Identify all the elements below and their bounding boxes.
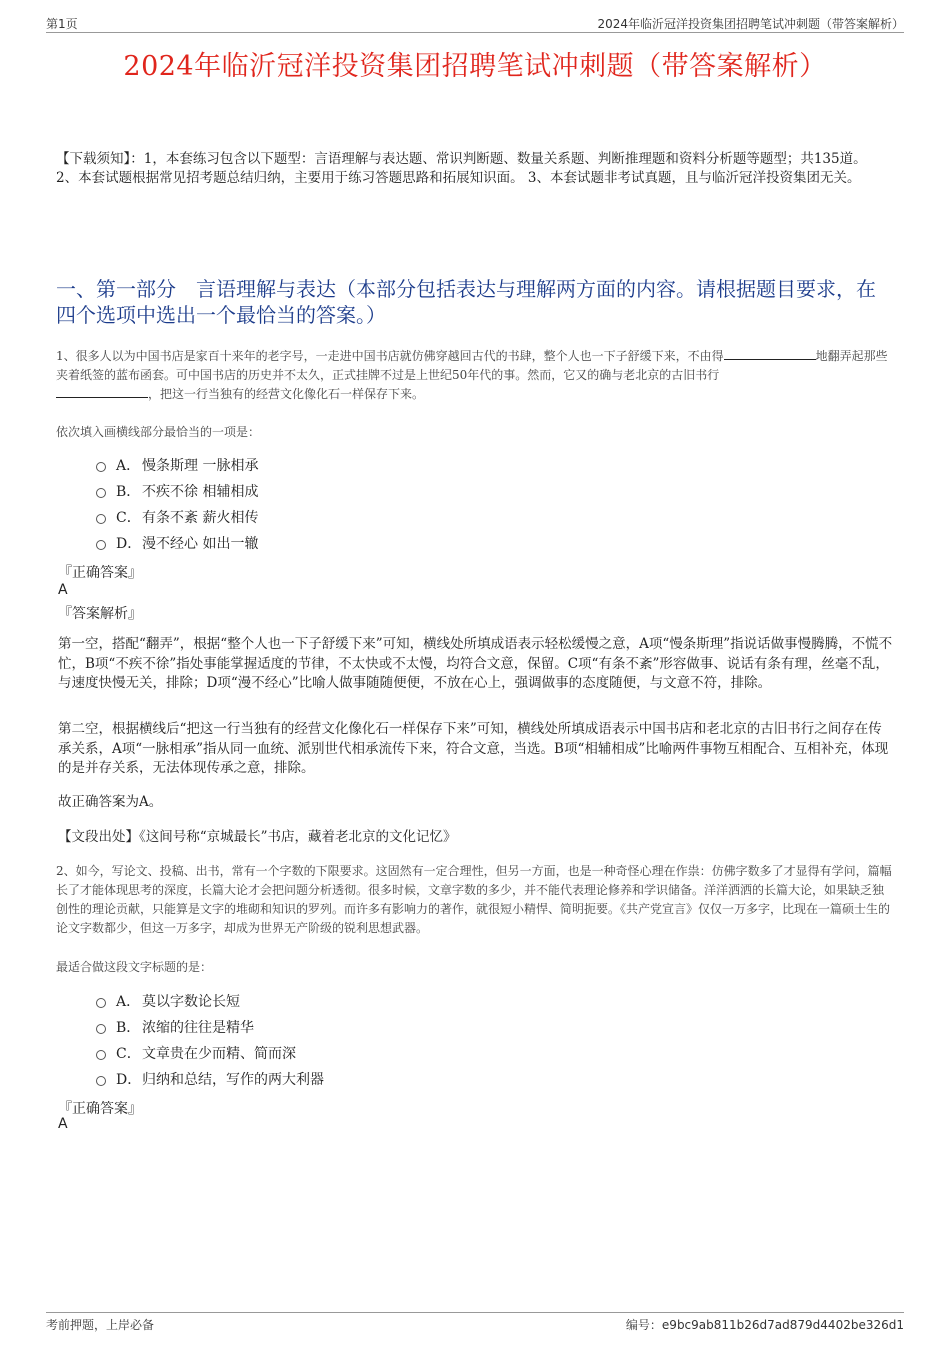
download-notice: 【下载须知】：1，本套练习包含以下题型：言语理解与表达题、常识判断题、数量关系题、判断推理题和资料分析题等题型；共135道。 2、本套试题根据常见招考题总结归纳，主要用于练习答题思路和拓展知识面。 3、本套试题非考试真题，且与临沂冠洋投资集团无关。 [56,151,867,186]
radio-icon[interactable] [96,1050,106,1060]
radio-icon[interactable] [96,462,106,472]
option-d[interactable]: D． 漫不经心 如出一辙 [96,530,436,556]
radio-icon[interactable] [96,1024,106,1034]
option-d[interactable]: D． 归纳和总结，写作的两大利器 [96,1066,436,1092]
section-title: 一、第一部分 言语理解与表达（本部分包括表达与理解两方面的内容。请根据题目要求，在四个选项中选出一个最恰当的答案。） [56,277,876,327]
answer-label: 『正确答案』 [58,1101,142,1117]
radio-icon[interactable] [96,1076,106,1086]
question-1-options [96,452,436,556]
question-1-text: 1、很多人以为中国书店是家百十来年的老字号，一走进中国书店就仿佛穿越回古代的书肆，整个人也一下子舒缓下来，不由得 地翻弄起那些夹着纸签的蓝布函套。可中国书店的历史并不太久，正式挂牌不过是上世纪50年代的事。然而，它又的确与老北京的古旧书行 ，把这一行当独有的经营文化像化石一样保存下来。 [56,349,888,401]
analysis-paragraph-2: 第二空，根据横线后“把这一行当独有的经营文化像化石一样保存下来”可知，横线处所填成语表示中国书店和老北京的古旧书行之间存在传承关系，A项“一脉相承”指从同一血统、派别世代相承流传下来，符合文意，当选。B项“相辅相成”比喻两件事物互相配合、互相补充，体现的是并存关系，无法体现传承之意，排除。 [58,721,889,776]
radio-icon[interactable] [96,998,106,1008]
radio-icon[interactable] [96,488,106,498]
radio-icon[interactable] [96,540,106,550]
document-title: 2024年临沂冠洋投资集团招聘笔试冲刺题（带答案解析） [123,51,827,82]
option-b[interactable]: B． 不疾不徐 相辅相成 [96,478,436,504]
analysis-paragraph-1: 第一空，搭配“翻弄”，根据“整个人也一下子舒缓下来”可知，横线处所填成语表示轻松缓慢之意，A项“慢条斯理”指说话做事慢腾腾，不慌不忙，B项“不疾不徐”指处事能掌握适度的节律，不太快或不太慢，均符合文意，保留。C项“有条不紊”形容做事、说话有条有理，丝毫不乱，与速度快慢无关，排除；D项“漫不经心”比喻人做事随随便便，不放在心上，强调做事的态度随便，与文意不符，排除。 [58,636,893,691]
fill-blank-1 [724,347,816,360]
radio-icon[interactable] [96,514,106,524]
option-a[interactable]: A． 莫以字数论长短 [96,988,436,1014]
question-2-options [96,988,436,1092]
fill-blank-2 [56,385,148,398]
page-header [46,14,904,33]
question-2-prompt: 最适合做这段文字标题的是： [56,960,213,974]
option-b[interactable]: B． 浓缩的往往是精华 [96,1014,436,1040]
source-citation: 【文段出处】《这间号称“京城最长”书店，藏着老北京的文化记忆》 [58,829,457,845]
option-a[interactable]: A． 慢条斯理 一脉相承 [96,452,436,478]
answer-label: 『正确答案』 [58,565,142,581]
option-c[interactable]: C． 有条不紊 薪火相传 [96,504,436,530]
analysis-label: 『答案解析』 [58,606,142,622]
answer-value: A [58,1116,68,1132]
question-2-text: 2、如今，写论文、投稿、出书，常有一个字数的下限要求。这固然有一定合理性，但另一方面，也是一种奇怪心理在作祟：仿佛字数多了才显得有学问，篇幅长了才能体现思考的深度，长篇大论才会把问题分析透彻。很多时候，文章字数的多少，并不能代表理论修养和学识储备。洋洋洒洒的长篇大论，如果缺乏独创性的理论贡献，只能算是文字的堆砌和知识的罗列。而许多有影响力的著作，就很短小精悍、简明扼要。《共产党宣言》仅仅一万多字，比现在一篇硕士生的论文字数都少，但这一万多字，却成为世界无产阶级的锐利思想武器。 [56,864,892,935]
footer-slogan: 考前押题，上岸必备 [46,1318,155,1332]
answer-value: A [58,582,68,598]
question-1-prompt: 依次填入画横线部分最恰当的一项是： [56,425,261,439]
option-c[interactable]: C． 文章贵在少而精、简而深 [96,1040,436,1066]
document-id: 编号：e9bc9ab811b26d7ad879d4402be326d1 [625,1318,904,1332]
page-footer [46,1312,904,1333]
page-number: 第1页 [46,17,78,31]
header-doc-title: 2024年临沂冠洋投资集团招聘笔试冲刺题（带答案解析） [597,17,904,31]
analysis-conclusion: 故正确答案为A。 [58,794,163,810]
